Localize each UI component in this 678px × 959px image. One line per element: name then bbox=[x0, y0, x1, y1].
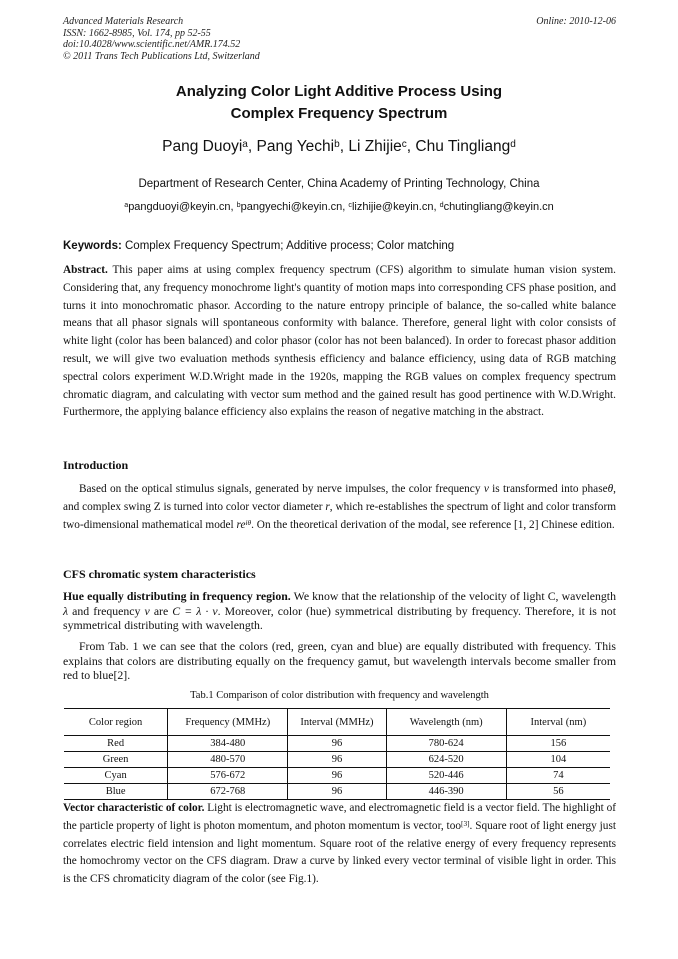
formula-c-lambda-nu: C = λ · ν bbox=[172, 603, 218, 618]
table-row bbox=[64, 752, 610, 768]
table-row bbox=[64, 784, 610, 800]
copyright-line: © 2011 Trans Tech Publications Ltd, Switzerland bbox=[63, 50, 260, 62]
table-cell: 480-570 bbox=[168, 752, 288, 768]
introduction-heading: Introduction bbox=[63, 458, 129, 472]
author-name: Chu Tingliang bbox=[415, 138, 511, 155]
intro-text: is transformed into phase bbox=[492, 483, 608, 495]
table-cell: Green bbox=[64, 752, 168, 768]
symbol-r: r bbox=[325, 500, 330, 513]
table-cell: Blue bbox=[64, 784, 168, 800]
model-exponent: iθ bbox=[245, 517, 252, 527]
symbol-model bbox=[237, 519, 252, 531]
symbol-nu: ν bbox=[144, 603, 150, 618]
table-caption: Tab.1 Comparison of color distribution with frequency and wavelength bbox=[190, 690, 489, 701]
column-header: Frequency (MMHz) bbox=[168, 709, 288, 736]
table-cell: Red bbox=[64, 736, 168, 752]
hue-text: We know that the relationship of the velocity of light C, wavelength bbox=[293, 589, 616, 603]
vector-text: Light is electromagnetic wave, and electromagnetic field is a vector field. The highlight of the particle property of light is photon momentum, and photon momentum is vector, too bbox=[63, 802, 616, 832]
table-header-row bbox=[64, 709, 610, 736]
journal-header bbox=[63, 16, 616, 62]
table-cell: 780-624 bbox=[386, 736, 506, 752]
email-list: $^a$pangduoyi@keyin.cn, $^b$pangyechi@keyin.cn, $^c$lizhijie@keyin.cn, $^d$chutingliang@keyin.cn bbox=[124, 201, 554, 213]
table-cell: 96 bbox=[288, 736, 386, 752]
table-cell: 384-480 bbox=[168, 736, 288, 752]
email-sup: d bbox=[439, 201, 444, 210]
introduction-paragraph bbox=[63, 481, 616, 534]
doi-line: doi:10.4028/www.scientific.net/AMR.174.52 bbox=[63, 39, 241, 50]
hue-label: Hue equally distributing in frequency region. bbox=[63, 589, 291, 603]
keywords-label: Keywords: bbox=[63, 240, 122, 252]
table-cell: 104 bbox=[506, 752, 610, 768]
author-name: Pang Yechi bbox=[256, 138, 335, 155]
keywords bbox=[63, 238, 616, 254]
hue-text: . Moreover, color (hue) symmetrical distributing by frequency. Therefore, it is not symmetrical distributing with wavelength. bbox=[63, 603, 616, 632]
table-row bbox=[64, 768, 610, 784]
table-cell: 520-446 bbox=[386, 768, 506, 784]
table-cell: Cyan bbox=[64, 768, 168, 784]
journal-name: Advanced Materials Research bbox=[63, 16, 184, 27]
email-sup: c bbox=[348, 201, 352, 210]
keywords-text: Complex Frequency Spectrum; Additive process; Color matching bbox=[125, 240, 455, 252]
abstract-label: Abstract. bbox=[63, 264, 108, 276]
cfs-heading: CFS chromatic system characteristics bbox=[63, 567, 256, 581]
table-cell: 446-390 bbox=[386, 784, 506, 800]
vector-text: . Square root of light energy just correlates electric field intension and light momentum. Square root of the relative energy of every frequency represents the homochromy vector on the CFS diagram. Draw a curve by linked every vector terminal of visible light in order. This is the CFS chromaticity diagram of the color (see Fig.1). bbox=[63, 819, 616, 886]
author-sup: b bbox=[334, 138, 340, 150]
title-line-2: Complex Frequency Spectrum bbox=[230, 105, 448, 122]
author-list: Pang Duoyi$^a$, Pang Yechi$^b$, Li Zhijie$^c$, Chu Tingliang$^d$ bbox=[162, 138, 516, 155]
email-address[interactable]: chutingliang@keyin.cn bbox=[443, 201, 554, 213]
table-cell: 576-672 bbox=[168, 768, 288, 784]
vector-label: Vector characteristic of color. bbox=[63, 802, 205, 814]
column-header: Color region bbox=[64, 709, 168, 736]
intro-text: , which re-establishes the spectrum of light and color transform two-dimensional mathematical model bbox=[63, 500, 616, 531]
symbol-theta: θ bbox=[607, 483, 614, 495]
column-header: Wavelength (nm) bbox=[386, 709, 506, 736]
author-name: Pang Duoyi bbox=[162, 138, 243, 155]
symbol-lambda: λ bbox=[63, 603, 69, 618]
email-sup: b bbox=[236, 201, 241, 210]
symbol-nu: ν bbox=[483, 483, 489, 495]
issn-line: ISSN: 1662-8985, Vol. 174, pp 52-55 bbox=[63, 27, 211, 39]
table-cell: 56 bbox=[506, 784, 610, 800]
intro-text: , and complex swing Z is turned into color vector diameter bbox=[63, 483, 616, 513]
table-cell: 672-768 bbox=[168, 784, 288, 800]
column-header: Interval (MMHz) bbox=[288, 709, 386, 736]
author-sup: a bbox=[242, 138, 248, 150]
citation-ref: [3] bbox=[461, 818, 470, 828]
intro-text: . On the theoretical derivation of the modal, see reference [1, 2] Chinese edition. bbox=[251, 518, 615, 531]
affiliation: Department of Research Center, China Academy of Printing Technology, China bbox=[138, 178, 540, 190]
author-name: Li Zhijie bbox=[348, 138, 402, 155]
hue-paragraph bbox=[63, 589, 616, 633]
table-row bbox=[64, 736, 610, 752]
author-sup: d bbox=[510, 138, 516, 150]
abstract bbox=[63, 262, 616, 422]
email-address[interactable]: lizhijie@keyin.cn bbox=[351, 201, 434, 213]
table-cell: 96 bbox=[288, 752, 386, 768]
hue-text: and frequency bbox=[72, 603, 141, 618]
abstract-text: This paper aims at using complex frequency spectrum (CFS) algorithm to simulate human vision system. Considering that, any frequency monochrome light's quantity of motion maps into corresponding CFS phase position, and turns it into monochromatic phasor. According to the nature entropy principle of balance, the so-called white balance means that all phasor signals will spontaneous conformity with balance. Therefore, general light with color consists of white light (color has been balanced) and color phasor (color has not been balanced). In order to forecast phasor addition result, we will give two evaluation methods synthesis efficiency and balance efficiency, using data of RGB matching spectral colors experiment W.D.Wright made in the 1920s, mapping the RGB values on complex frequency spectrum chromatic diagram, and calculating with vector sum method and the gained result has good pertinence with W.D.Wright. Furthermore, the applying balance efficiency also explains the reason of negative matching in the abstract. bbox=[63, 264, 616, 419]
email-address[interactable]: pangduoyi@keyin.cn bbox=[128, 201, 231, 213]
email-sup: a bbox=[124, 201, 129, 210]
column-header: Interval (nm) bbox=[506, 709, 610, 736]
intro-text: Based on the optical stimulus signals, generated by nerve impulses, the color frequency bbox=[79, 483, 481, 495]
email-address[interactable]: pangyechi@keyin.cn bbox=[240, 201, 343, 213]
table-cell: 156 bbox=[506, 736, 610, 752]
comparison-table bbox=[64, 708, 610, 800]
table-cell: 74 bbox=[506, 768, 610, 784]
model-base: re bbox=[236, 518, 246, 531]
table-cell: 96 bbox=[288, 784, 386, 800]
hue-text: are bbox=[153, 603, 169, 618]
author-sup: c bbox=[401, 138, 407, 150]
table-intro-paragraph: From Tab. 1 we can see that the colors (red, green, cyan and blue) are equally distributed with frequency. This explains that colors are distributing equally on the frequency gamut, but wavelength intervals become smaller from red to blue[2]. bbox=[63, 639, 616, 682]
paper-title bbox=[40, 81, 638, 125]
vector-paragraph bbox=[63, 800, 616, 889]
table-cell: 624-520 bbox=[386, 752, 506, 768]
title-line-1: Analyzing Color Light Additive Process Using bbox=[175, 83, 503, 100]
online-date: Online: 2010-12-06 bbox=[536, 16, 616, 27]
table-cell: 96 bbox=[288, 768, 386, 784]
